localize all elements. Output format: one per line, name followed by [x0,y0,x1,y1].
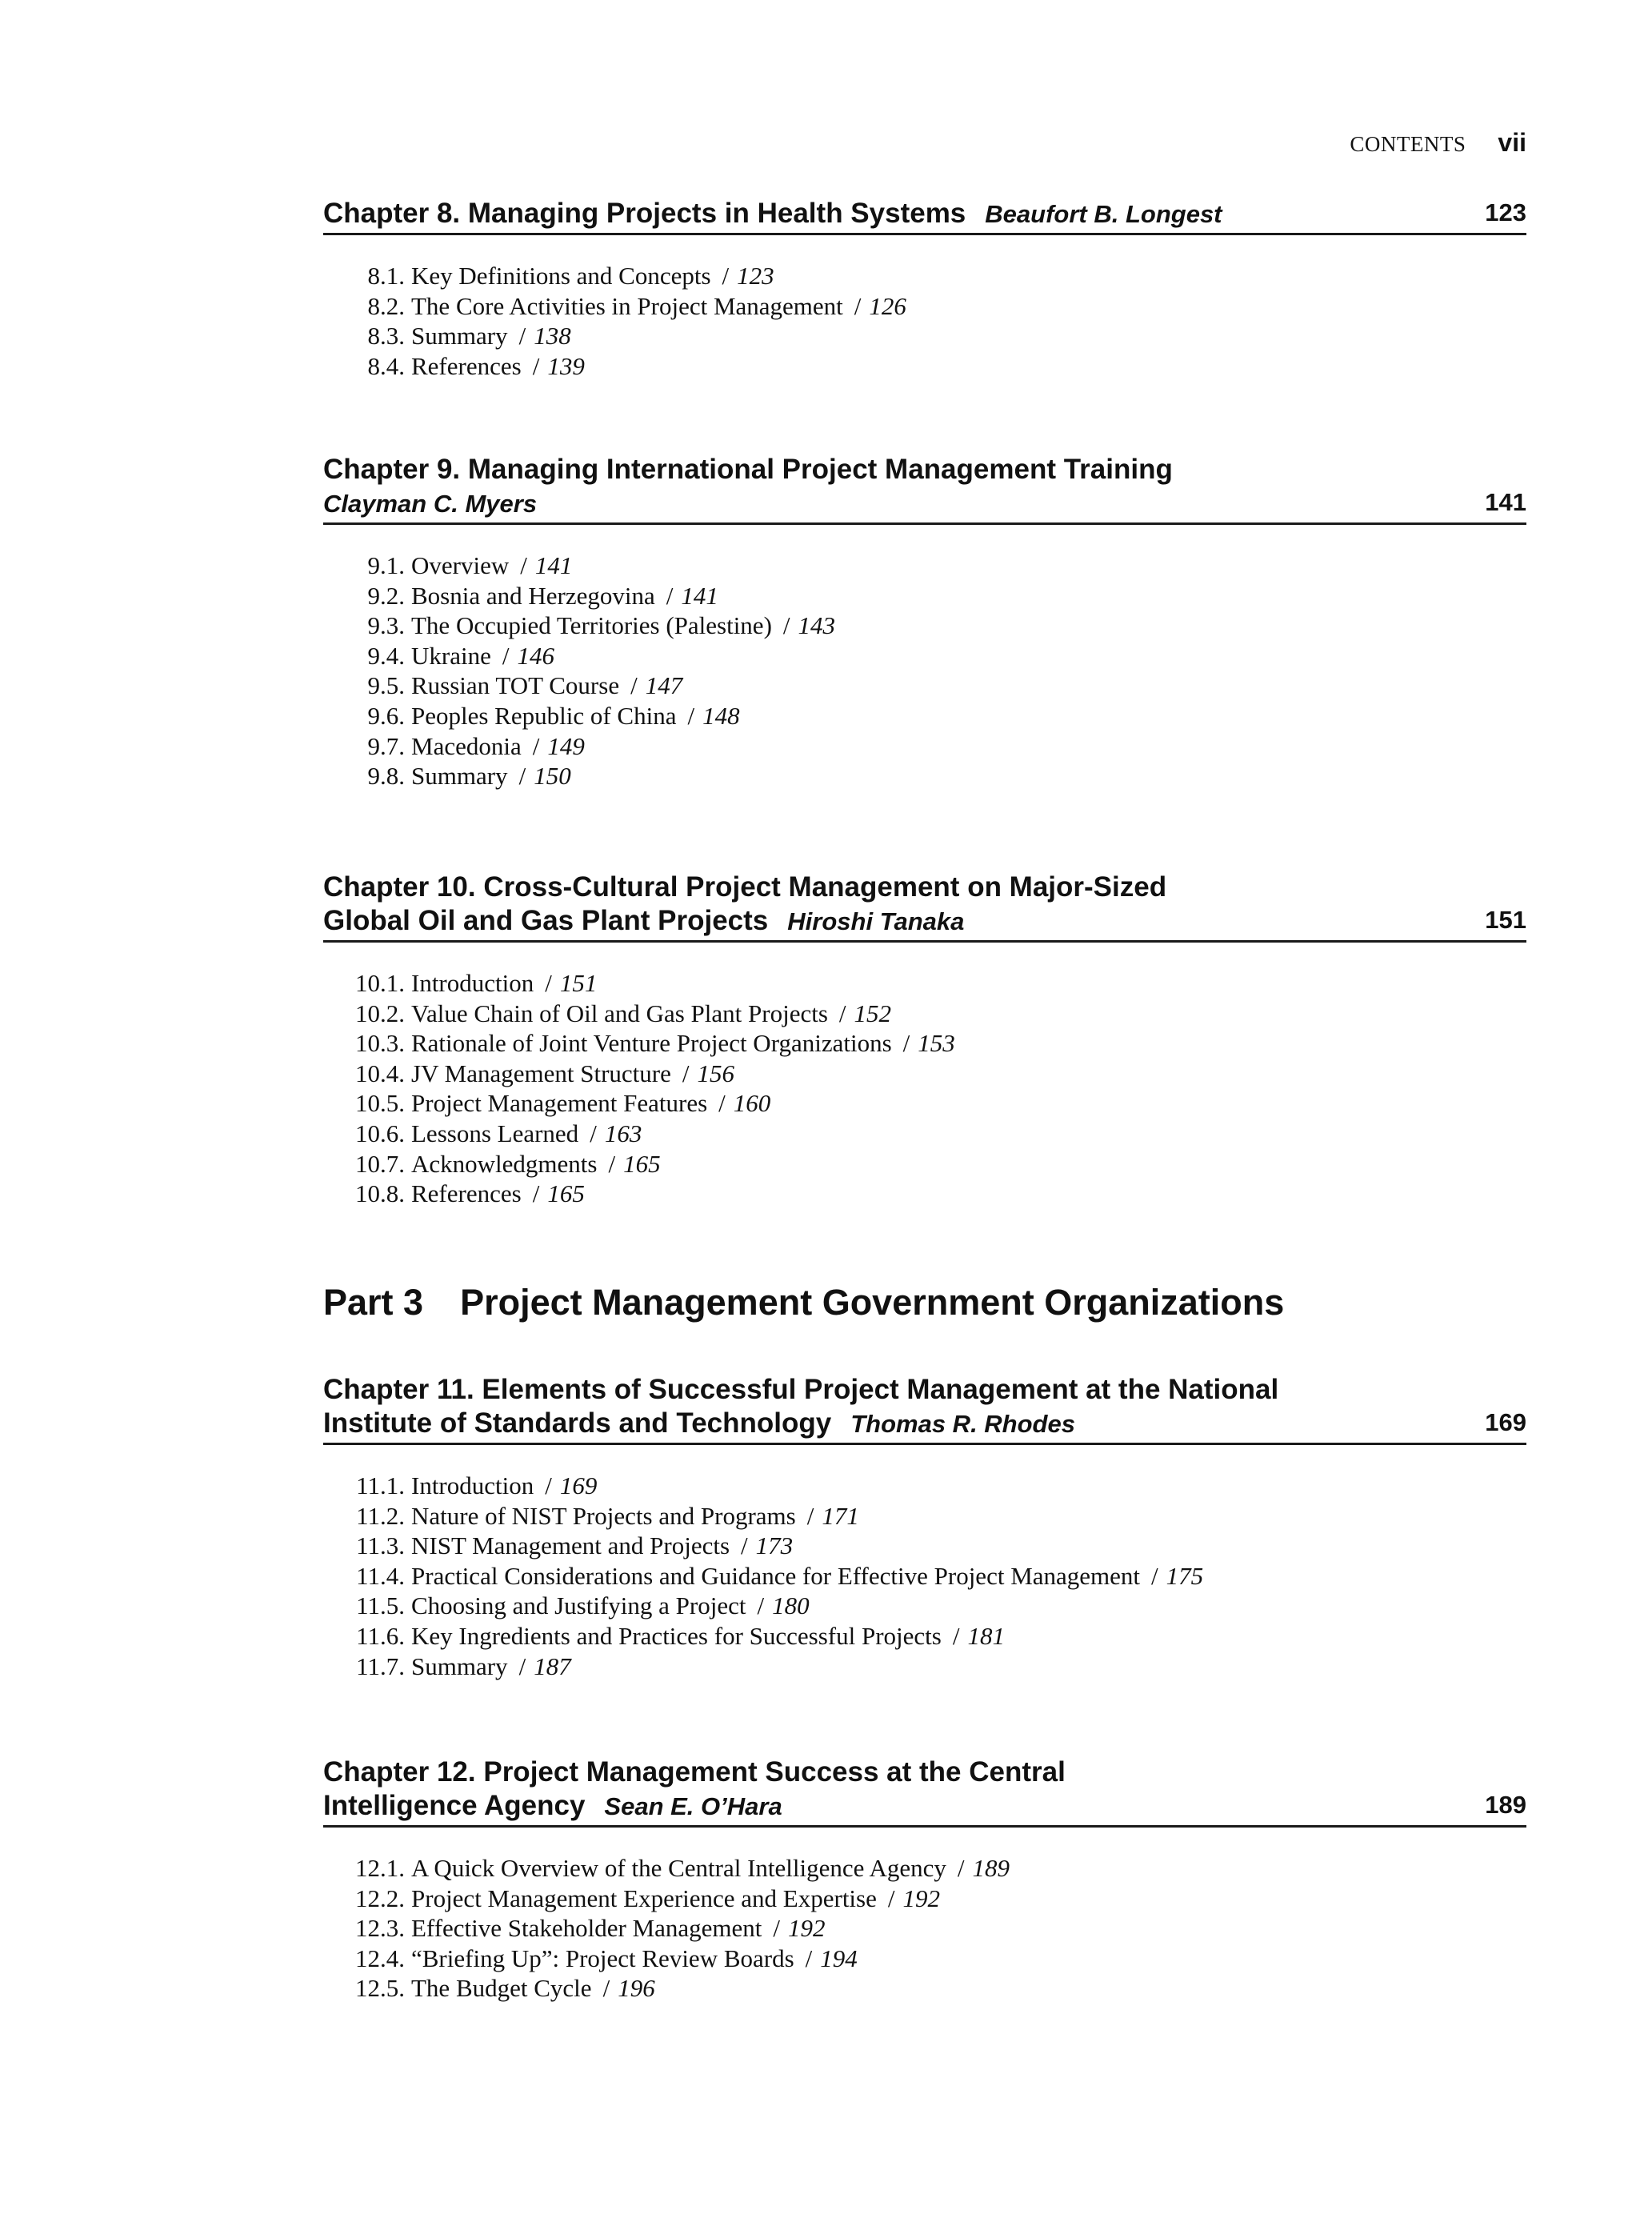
section-page: 160 [733,1089,771,1118]
section-title: Project Management Experience and Expertise [411,1884,877,1912]
toc-entry[interactable]: 11.4. Practical Considerations and Guidance for Effective Project Management / 175 [323,1561,1526,1591]
section-title: Peoples Republic of China [411,701,677,730]
chapter-page: 141 [1485,488,1526,516]
toc-entry[interactable]: 10.1. Introduction / 151 [323,968,1526,999]
chapter-title-line [323,904,1526,939]
chapter-author: Sean E. O’Hara [604,1792,782,1820]
section-number: 10.1. [355,969,405,997]
chapter-page: 123 [1485,198,1526,226]
toc-entry[interactable]: 9.6. Peoples Republic of China / 148 [323,701,1526,731]
toc-entry[interactable]: 10.2. Value Chain of Oil and Gas Plant Projects / 152 [323,999,1526,1029]
section-title: Practical Considerations and Guidance for Effective Project Management [411,1561,1141,1590]
running-head [323,126,1526,160]
part-title: Project Management Government Organizations [460,1282,1285,1323]
section-number: 12.4. [355,1944,405,1972]
toc-entry[interactable]: 11.1. Introduction / 169 [323,1471,1526,1501]
chapter-title-line [323,486,1526,521]
section-page: 153 [918,1029,955,1058]
section-page: 143 [798,611,836,640]
section-page: 146 [517,641,554,670]
section-number: 11.3. [356,1531,405,1560]
section-number: 12.3. [355,1914,405,1943]
chapter-heading [323,197,1526,235]
section-page: 181 [967,1621,1005,1650]
section-number: 9.2. [367,581,405,610]
chapter-page: 189 [1485,1791,1526,1819]
section-number: 11.2. [356,1501,405,1530]
toc-entry[interactable]: 8.1. Key Definitions and Concepts / 123 [323,261,1526,291]
chapter-10-block [323,871,1526,1209]
section-title: “Briefing Up”: Project Review Boards [411,1944,794,1972]
section-number: 11.6. [356,1621,405,1650]
toc-entry[interactable]: 10.5. Project Management Features / 160 [323,1088,1526,1119]
chapter-8-block [323,197,1526,381]
toc-entry[interactable]: 8.4. References / 139 [323,351,1526,382]
section-page: 169 [559,1471,598,1499]
section-title: The Core Activities in Project Management [411,291,843,320]
section-number: 10.8. [355,1179,405,1208]
chapter-title: Chapter 8. Managing Projects in Health Systems [323,198,966,229]
section-title: The Occupied Territories (Palestine) [411,611,772,640]
section-page: 165 [623,1149,661,1178]
part-label: Part 3 [323,1282,424,1323]
toc-entry[interactable]: 9.8. Summary / 150 [323,761,1526,791]
chapter-author: Thomas R. Rhodes [850,1410,1075,1438]
section-list [323,261,1526,381]
section-number: 8.1. [367,262,405,290]
toc-entry[interactable]: 10.6. Lessons Learned / 163 [323,1119,1526,1149]
section-list [323,550,1526,791]
section-title: Overview [411,551,510,579]
section-title: Lessons Learned [411,1119,579,1147]
section-title: Value Chain of Oil and Gas Plant Projects [411,999,828,1027]
section-title: Introduction [411,1471,534,1499]
running-head-label: CONTENTS [1350,132,1466,156]
chapter-title-continued: Institute of Standards and Technology [323,1407,832,1439]
section-title: References [411,351,522,380]
part-heading [323,1280,1284,1325]
chapter-title: Chapter 10. Cross-Cultural Project Management on Major-Sized [323,871,1167,903]
section-page: 189 [972,1854,1010,1882]
section-title: JV Management Structure [411,1059,671,1087]
chapter-author: Beaufort B. Longest [985,200,1222,228]
chapter-heading [323,1373,1526,1445]
section-number: 11.5. [356,1591,405,1620]
section-title: Effective Stakeholder Management [411,1914,762,1943]
toc-entry[interactable]: 9.2. Bosnia and Herzegovina / 141 [323,581,1526,611]
section-page: 173 [755,1531,794,1560]
toc-entry[interactable]: 10.3. Rationale of Joint Venture Project Organizations / 153 [323,1028,1526,1059]
section-title: Project Management Features [411,1089,708,1118]
page-number: vii [1498,128,1526,157]
section-number: 10.5. [355,1089,405,1118]
section-number: 9.6. [367,701,405,730]
toc-entry[interactable]: 12.5. The Budget Cycle / 196 [323,1973,1526,2004]
section-number: 9.5. [367,671,405,700]
section-page: 123 [737,262,774,290]
section-page: 192 [788,1914,826,1943]
section-number: 9.8. [367,762,405,791]
chapter-title-line [323,1373,1526,1407]
section-title: The Budget Cycle [411,1974,592,2003]
section-page: 163 [604,1119,642,1147]
toc-entry[interactable]: 12.4. “Briefing Up”: Project Review Boards / 194 [323,1944,1526,1974]
section-title: Key Ingredients and Practices for Successful Projects [411,1621,942,1650]
chapter-title-continued: Intelligence Agency [323,1790,586,1821]
toc-entry[interactable]: 10.7. Acknowledgments / 165 [323,1149,1526,1179]
section-title: Summary [411,322,508,350]
section-page: 151 [559,969,598,997]
section-number: 9.1. [367,551,405,579]
chapter-title: Chapter 12. Project Management Success at the Central [323,1756,1066,1788]
section-title: Key Definitions and Concepts [411,262,711,290]
section-number: 10.6. [355,1119,405,1147]
section-title: Summary [411,762,508,791]
toc-entry[interactable]: 9.3. The Occupied Territories (Palestine) / 143 [323,611,1526,641]
section-page: 192 [902,1884,940,1912]
section-number: 8.2. [367,291,405,320]
section-title: NIST Management and Projects [411,1531,730,1560]
section-list [323,968,1526,1209]
section-page: 165 [547,1179,585,1208]
chapter-title-line [323,197,1526,231]
section-page: 187 [534,1651,571,1680]
chapter-12-block [323,1756,1526,2004]
section-number: 10.3. [355,1029,405,1058]
section-number: 10.2. [355,999,405,1027]
toc-entry[interactable]: 9.5. Russian TOT Course / 147 [323,671,1526,701]
toc-entry[interactable]: 11.3. NIST Management and Projects / 173 [323,1531,1526,1561]
chapter-heading [323,453,1526,525]
section-title: Nature of NIST Projects and Programs [411,1501,796,1530]
section-number: 9.7. [367,731,405,760]
chapter-title-line [323,1789,1526,1824]
toc-entry[interactable]: 9.1. Overview / 141 [323,550,1526,581]
section-title: Rationale of Joint Venture Project Organizations [411,1029,892,1058]
section-page: 171 [822,1501,859,1530]
section-page: 126 [869,291,906,320]
section-title: Summary [411,1651,508,1680]
chapter-11-block [323,1373,1526,1681]
section-page: 150 [534,762,571,791]
section-number: 12.2. [355,1884,405,1912]
toc-entry[interactable]: 12.1. A Quick Overview of the Central Intelligence Agency / 189 [323,1853,1526,1884]
section-title: Bosnia and Herzegovina [411,581,655,610]
chapter-author: Hiroshi Tanaka [787,907,965,935]
section-title: Macedonia [411,731,522,760]
chapter-title-line [323,1407,1526,1441]
chapter-9-block [323,453,1526,791]
section-page: 149 [547,731,585,760]
section-page: 152 [854,999,892,1027]
section-number: 8.3. [367,322,405,350]
chapter-heading [323,1756,1526,1828]
chapter-title: Chapter 9. Managing International Project Management Training [323,454,1173,485]
section-number: 11.7. [356,1651,405,1680]
section-number: 12.5. [355,1974,405,2003]
section-number: 10.7. [355,1149,405,1178]
chapter-title-line [323,871,1526,904]
section-page: 148 [702,701,740,730]
section-page: 156 [697,1059,734,1087]
toc-entry[interactable]: 10.8. References / 165 [323,1179,1526,1209]
chapter-page: 151 [1485,906,1526,934]
section-page: 180 [772,1591,810,1620]
toc-entry[interactable]: 10.4. JV Management Structure / 156 [323,1059,1526,1089]
section-number: 11.4. [356,1561,405,1590]
section-number: 11.1. [356,1471,405,1499]
toc-entry[interactable]: 8.2. The Core Activities in Project Management / 126 [323,291,1526,322]
section-page: 138 [534,322,571,350]
section-number: 8.4. [367,351,405,380]
section-number: 9.3. [367,611,405,640]
chapter-title-continued: Global Oil and Gas Plant Projects [323,905,769,936]
section-page: 147 [645,671,683,700]
toc-entry[interactable]: 11.2. Nature of NIST Projects and Programs / 171 [323,1501,1526,1531]
section-title: A Quick Overview of the Central Intelligence Agency [411,1854,946,1882]
section-title: Ukraine [411,641,491,670]
section-number: 12.1. [355,1854,405,1882]
chapter-heading [323,871,1526,943]
section-list [323,1471,1526,1681]
section-number: 9.4. [367,641,405,670]
chapter-title-line [323,1756,1526,1789]
toc-entry[interactable]: 11.7. Summary / 187 [323,1651,1526,1682]
section-list [323,1853,1526,2004]
section-title: Choosing and Justifying a Project [411,1591,746,1620]
section-title: Acknowledgments [411,1149,598,1178]
chapter-title: Chapter 11. Elements of Successful Project Management at the National [323,1374,1279,1405]
chapter-page: 169 [1485,1408,1526,1436]
chapter-title-line [323,453,1526,486]
section-title: References [411,1179,522,1208]
section-page: 141 [681,581,718,610]
toc-entry[interactable]: 11.5. Choosing and Justifying a Project / 180 [323,1591,1526,1621]
chapter-author: Clayman C. Myers [323,490,538,518]
section-page: 141 [534,551,573,579]
section-page: 175 [1166,1561,1204,1590]
toc-entry[interactable]: 12.2. Project Management Experience and Expertise / 192 [323,1884,1526,1914]
toc-entry[interactable]: 12.3. Effective Stakeholder Management / 192 [323,1913,1526,1944]
toc-entry[interactable]: 8.3. Summary / 138 [323,321,1526,351]
toc-entry[interactable]: 9.7. Macedonia / 149 [323,731,1526,762]
section-title: Introduction [411,969,534,997]
toc-entry[interactable]: 9.4. Ukraine / 146 [323,641,1526,671]
toc-entry[interactable]: 11.6. Key Ingredients and Practices for Successful Projects / 181 [323,1621,1526,1651]
section-title: Russian TOT Course [411,671,620,700]
section-page: 139 [547,351,585,380]
section-page: 196 [618,1974,655,2003]
section-number: 10.4. [355,1059,405,1087]
section-page: 194 [820,1944,858,1972]
